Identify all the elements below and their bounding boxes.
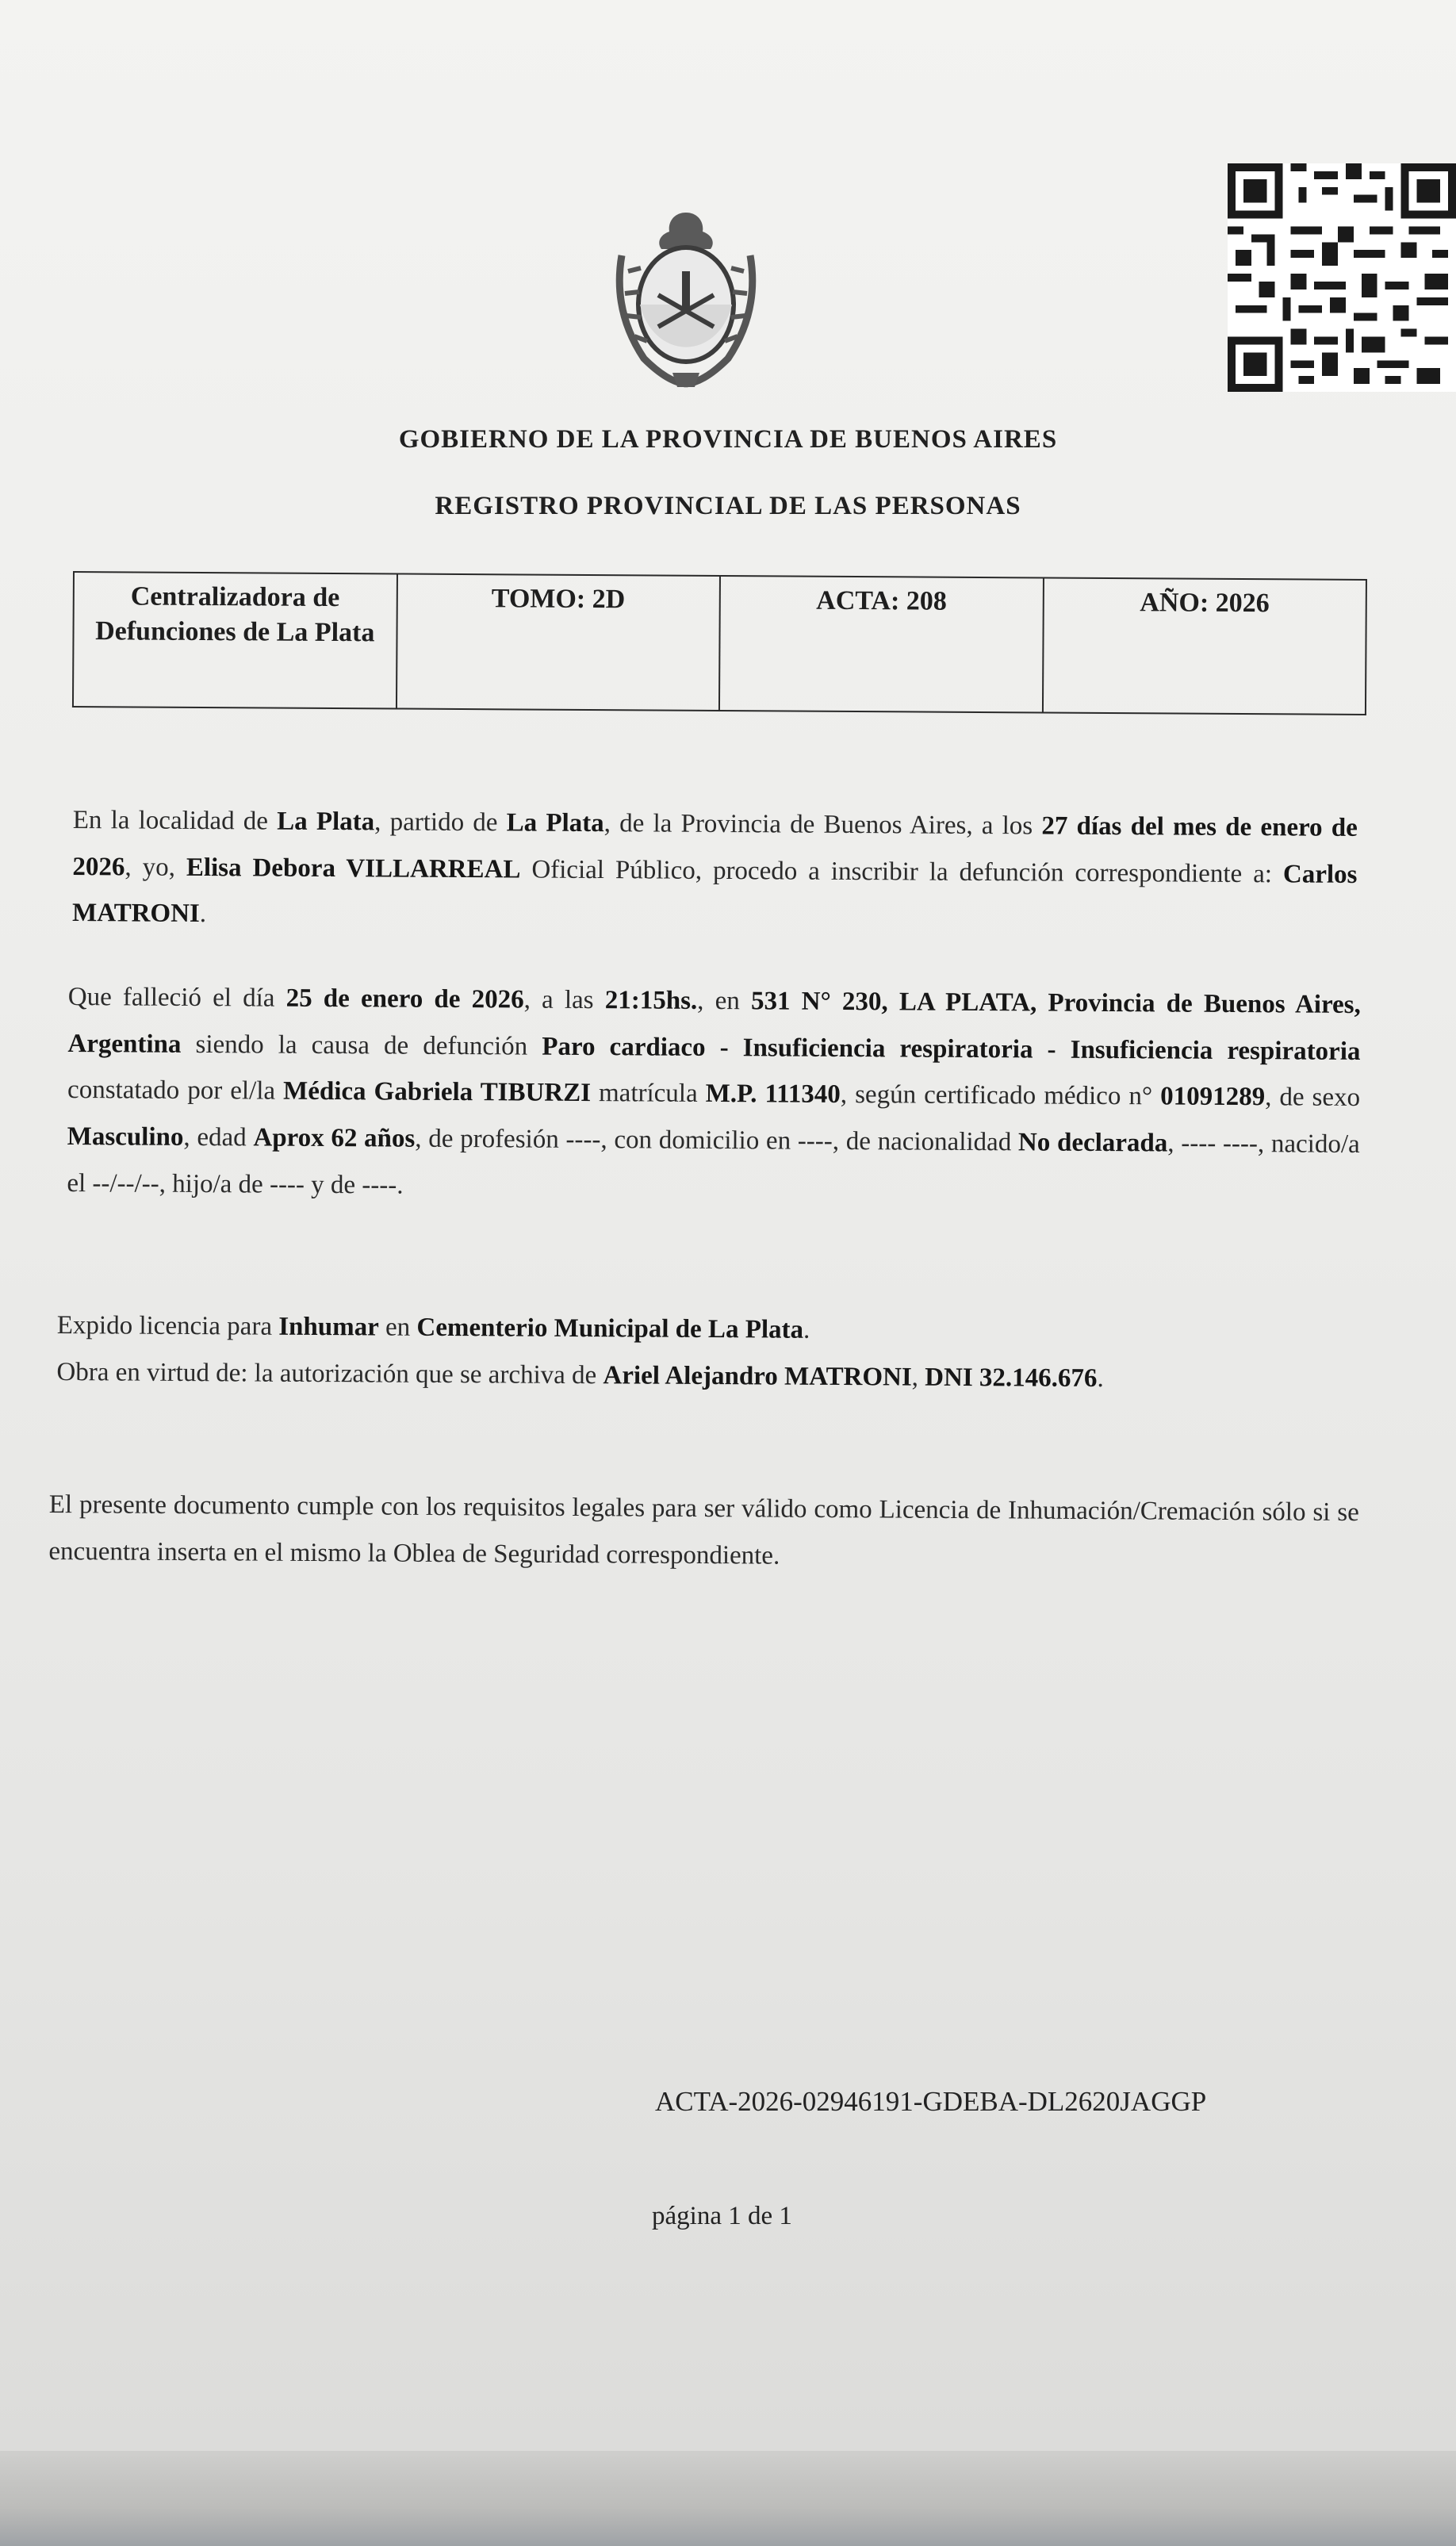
official-name: Elisa Debora VILLARREAL <box>186 853 521 884</box>
document-code: ACTA-2026-02946191-GDEBA-DL2620JAGGP <box>655 2086 1207 2117</box>
death-details-paragraph: Que falleció el día 25 de enero de 2026, a las 21:15hs., en 531 N° 230, LA PLATA, Provincia de Buenos Aires, Argentina siendo la causa de defunción Paro cardiaco - Insuficiencia respiratoria - Insuficiencia respiratoria constatado por el/la Médica Gabriela TIBURZI matrícula M.P. 111340, según certificado médico n° 01091289, de sexo Masculino, edad Aprox 62 años, de profesión ----, con domicilio en ----, de nacionalidad No declarada, ---- ----, nacido/a el --/--/--, hijo/a de ---- y de ----. <box>67 982 1361 1200</box>
deceased-name: Carlos MATRONI <box>71 860 1358 929</box>
record-info-table <box>72 571 1367 715</box>
background-surface <box>0 2451 1456 2546</box>
registry-title: REGISTRO PROVINCIAL DE LAS PERSONAS <box>435 492 1021 520</box>
anio-cell: AÑO: 2026 <box>1042 577 1366 714</box>
inscription-paragraph: En la localidad de La Plata, partido de La Plata, de la Provincia de Buenos Aires, a los 27 días del mes de enero de 2026, yo, Elisa Debora VILLARREAL Oficial Público, procedo a inscribir la defunción correspondiente a: Carlos MATRONI. <box>71 805 1358 929</box>
cause-of-death: Paro cardiaco - Insuficiencia respiratoria - Insuficiencia respiratoria <box>542 1032 1361 1066</box>
validity-paragraph: El presente documento cumple con los requisitos legales para ser válido como Licencia de Inhumación/Cremación sólo si se encuentra inserta en el mismo la Oblea de Seguridad correspondiente. <box>48 1490 1359 1570</box>
government-title: GOBIERNO DE LA PROVINCIA DE BUENOS AIRES <box>398 425 1058 454</box>
license-paragraph: Expido licencia para Inhumar en Cementerio Municipal de La Plata. Obra en virtud de: la autorización que se archiva de Ariel Alejandro MATRONI, DNI 32.146.676. <box>56 1310 1104 1393</box>
acta-cell: ACTA: 208 <box>719 576 1044 712</box>
page-number: página 1 de 1 <box>652 2202 792 2230</box>
office-cell: Centralizadora de Defunciones de La Plata <box>73 572 397 708</box>
coat-of-arms-icon <box>612 208 760 392</box>
qr-code-icon <box>1228 163 1456 392</box>
tomo-cell: TOMO: 2D <box>396 573 720 710</box>
